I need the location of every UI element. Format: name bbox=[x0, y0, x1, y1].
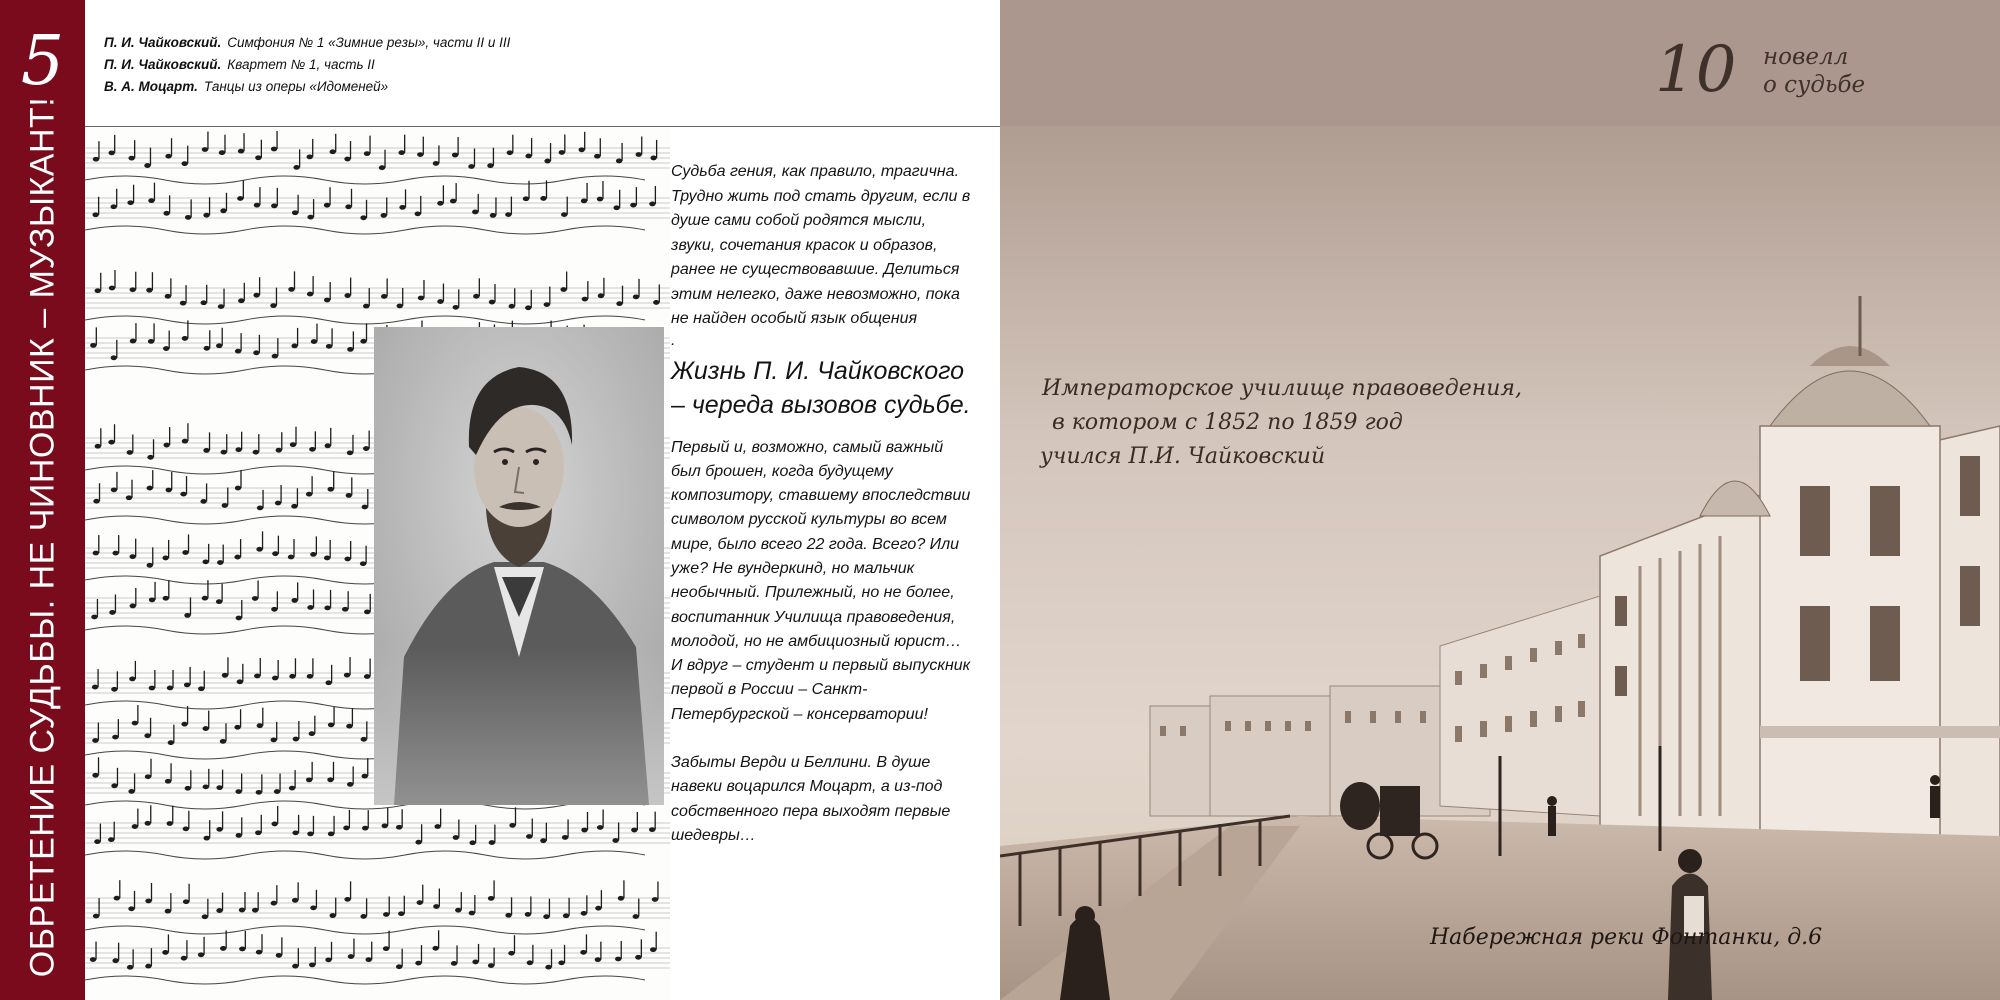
program-item bbox=[104, 76, 510, 98]
photo-description bbox=[1042, 372, 1522, 474]
header-divider bbox=[85, 126, 1000, 127]
program-work: Симфония № 1 «Зимние резы», части II и III bbox=[227, 35, 511, 50]
body-paragraph-1: Первый и, возможно, самый важный был брошен, когда будущему композитору, ставшему впоследствии символом русской культуры во всем мире, было всего 22 года. Всего? Или уже? Не вундеркинд, но мальчик необычный. Прилежный, но не более, воспитанник Училища правоведения, молодой, но не амбициозный юрист… И вдруг – студент и первый выпускник первой в России – Санкт-Петербургской – консерватории! bbox=[671, 438, 971, 723]
caption-line: Императорское училище правоведения, bbox=[1042, 376, 1522, 401]
program-composer: В. А. Моцарт. bbox=[104, 79, 198, 94]
logo-line-2: о судьбе bbox=[1763, 72, 1866, 98]
tchaikovsky-portrait-photo bbox=[374, 327, 664, 805]
logo-number: 10 bbox=[1655, 33, 1737, 107]
program-composer: П. И. Чайковский. bbox=[104, 35, 222, 50]
article-heading: Жизнь П. И. Чайковского – череда вызовов судьбе. bbox=[671, 356, 971, 419]
program-work: Квартет № 1, часть II bbox=[227, 57, 375, 72]
series-logo bbox=[1655, 30, 1985, 120]
logo-line-1: новелл bbox=[1763, 44, 1849, 70]
program-work: Танцы из оперы «Идоменей» bbox=[203, 79, 389, 94]
right-page bbox=[1000, 0, 2000, 1000]
caption-line: учился П.И. Чайковский bbox=[1040, 444, 1326, 469]
intro-dot: . bbox=[671, 331, 676, 349]
intro-paragraph: Судьба гения, как правило, трагична. Трудно жить под стать другим, если в душе сами собой родятся мысли, звуки, сочетания красок и образов, ранее не существовавшие. Делиться этим нелегко, даже невозможно, пока не найден особый язык общения bbox=[671, 163, 971, 327]
program-composer: П. И. Чайковский. bbox=[104, 57, 222, 72]
caption-line: в котором с 1852 по 1859 год bbox=[1052, 410, 1403, 435]
program-item bbox=[104, 32, 510, 54]
photo-location-caption: Набережная реки Фонтанки, д.6 bbox=[1430, 925, 1823, 950]
article-text-column bbox=[671, 160, 971, 848]
vertical-chapter-title: ОБРЕТЕНИЕ СУДЬБЫ. НЕ ЧИНОВНИК – МУЗЫКАНТ! bbox=[23, 96, 62, 978]
school-of-jurisprudence-photo bbox=[1000, 126, 2000, 1000]
program-item bbox=[104, 54, 510, 76]
page-number: 5 bbox=[20, 22, 65, 101]
body-paragraph-2: Забыты Верди и Беллини. В душе навеки воцарился Моцарт, а из-под собственного пера выходят первые шедевры… bbox=[671, 754, 951, 844]
music-program bbox=[104, 32, 510, 98]
